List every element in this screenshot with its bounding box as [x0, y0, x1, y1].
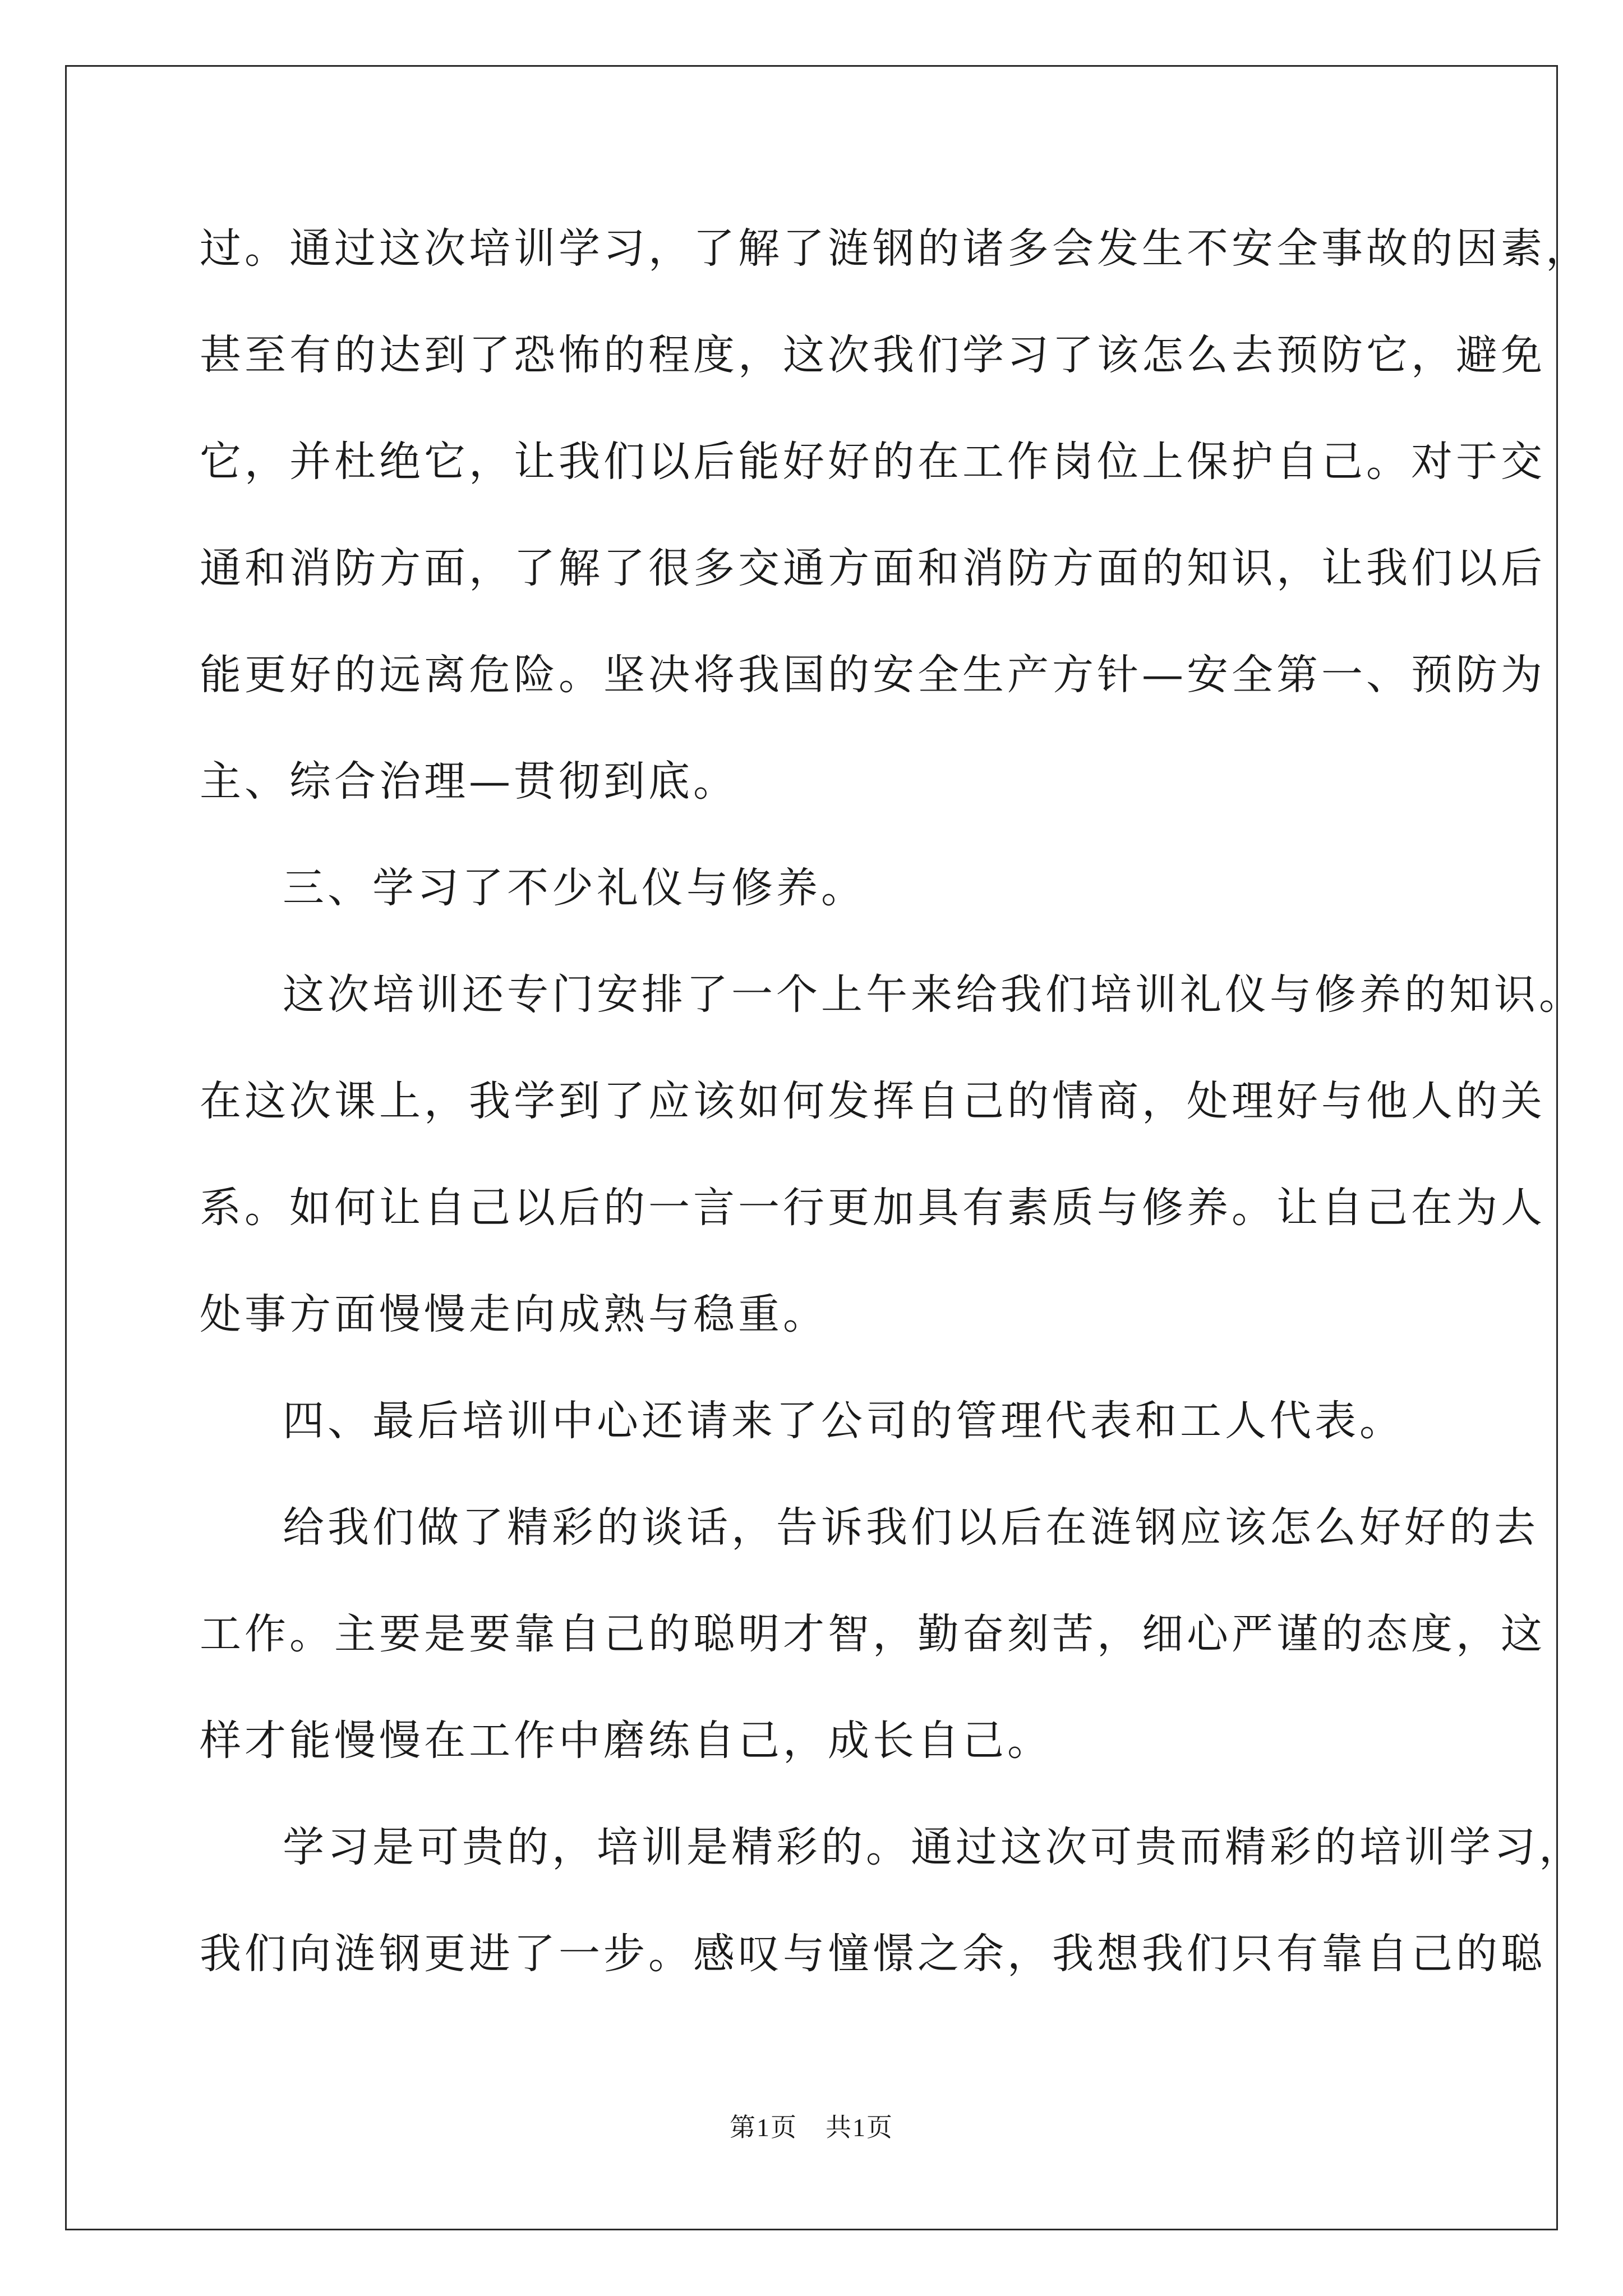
section-heading: 四、最后培训中心还请来了公司的管理代表和工人代表。 — [283, 1397, 1404, 1445]
text-line: 给我们做了精彩的谈话，告诉我们以后在涟钢应该怎么好好的去 — [283, 1503, 1539, 1552]
text-line: 这次培训还专门安排了一个上午来给我们培训礼仪与修养的知识。 — [283, 970, 1584, 1019]
text-line: 工作。主要是要靠自己的聪明才智，勤奋刻苦，细心严谨的态度，这 — [200, 1610, 1546, 1658]
text-line: 能更好的远离危险。坚决将我国的安全生产方针—安全第一、预防为 — [200, 651, 1546, 699]
text-line: 甚至有的达到了恐怖的程度，这次我们学习了该怎么去预防它，避免 — [200, 331, 1546, 379]
document-body — [200, 218, 1590, 2030]
page-number: 第1页 — [730, 2113, 797, 2142]
text-line: 它，并杜绝它，让我们以后能好好的在工作岗位上保护自己。对于交 — [200, 438, 1546, 486]
page-total: 共1页 — [826, 2113, 893, 2142]
text-line: 过。通过这次培训学习，了解了涟钢的诸多会发生不安全事故的因素， — [200, 224, 1590, 273]
text-line: 我们向涟钢更进了一步。感叹与憧憬之余，我想我们只有靠自己的聪 — [200, 1930, 1546, 1978]
section-heading: 三、学习了不少礼仪与修养。 — [283, 864, 866, 912]
text-line: 主、综合治理—贯彻到底。 — [200, 757, 738, 806]
text-line: 样才能慢慢在工作中磨练自己，成长自己。 — [200, 1717, 1052, 1765]
page-footer — [0, 2107, 1623, 2144]
text-line: 处事方面慢慢走向成熟与稳重。 — [200, 1290, 828, 1338]
text-line: 学习是可贵的，培训是精彩的。通过这次可贵而精彩的培训学习， — [283, 1823, 1584, 1871]
text-line: 系。如何让自己以后的一言一行更加具有素质与修养。让自己在为人 — [200, 1184, 1546, 1232]
text-line: 通和消防方面，了解了很多交通方面和消防方面的知识，让我们以后 — [200, 544, 1546, 592]
text-line: 在这次课上，我学到了应该如何发挥自己的情商，处理好与他人的关 — [200, 1077, 1546, 1125]
